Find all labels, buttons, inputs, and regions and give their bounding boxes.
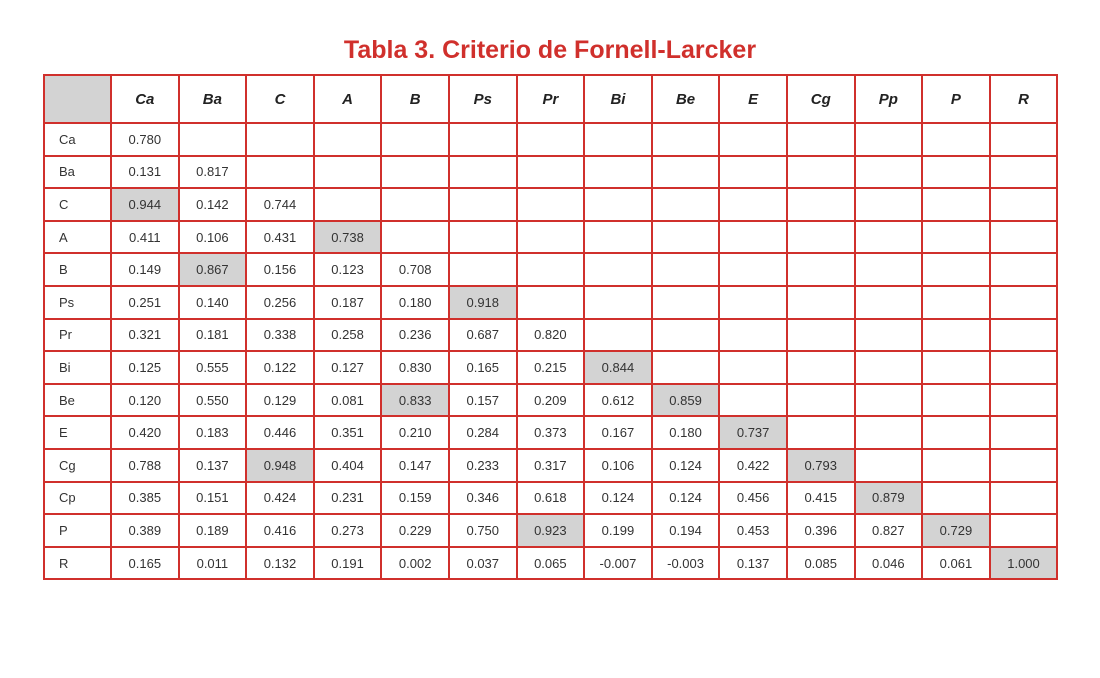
table-cell: 0.793 [787,449,855,482]
empty-cell [517,221,585,254]
empty-cell [787,253,855,286]
row-label: R [44,547,111,580]
table-cell: 0.867 [179,253,247,286]
empty-cell [517,286,585,319]
table-cell: 0.181 [179,319,247,352]
empty-cell [990,351,1058,384]
table-cell: 0.156 [246,253,314,286]
table-cell: 0.389 [111,514,179,547]
table-cell: 0.373 [517,416,585,449]
table-cell: 0.129 [246,384,314,417]
table-cell: 0.165 [449,351,517,384]
empty-cell [246,123,314,156]
row-label: C [44,188,111,221]
table-cell: 0.833 [381,384,449,417]
table-cell: 0.123 [314,253,382,286]
table-cell: 0.209 [517,384,585,417]
empty-cell [787,286,855,319]
table-cell: 0.002 [381,547,449,580]
table-cell: 0.180 [381,286,449,319]
column-header: Ba [179,75,247,123]
table-cell: 0.708 [381,253,449,286]
empty-cell [787,123,855,156]
table-cell: 0.618 [517,482,585,515]
table-cell: 0.420 [111,416,179,449]
row-label: Ca [44,123,111,156]
empty-cell [922,351,990,384]
empty-cell [719,286,787,319]
empty-cell [922,221,990,254]
empty-cell [855,156,923,189]
table-cell: 0.273 [314,514,382,547]
empty-cell [652,188,720,221]
table-cell: 0.817 [179,156,247,189]
table-cell: 0.918 [449,286,517,319]
header-row [44,75,1057,123]
empty-cell [855,253,923,286]
column-header: E [719,75,787,123]
empty-cell [449,221,517,254]
empty-cell [990,156,1058,189]
table-cell: 0.229 [381,514,449,547]
table-cell: 0.923 [517,514,585,547]
table-cell: 0.233 [449,449,517,482]
empty-cell [719,188,787,221]
empty-cell [584,319,652,352]
row-label: Ps [44,286,111,319]
empty-cell [990,449,1058,482]
table-cell: 0.453 [719,514,787,547]
empty-cell [246,156,314,189]
row-label: Cp [44,482,111,515]
table-cell: 1.000 [990,547,1058,580]
table-cell: 0.231 [314,482,382,515]
empty-cell [449,156,517,189]
empty-cell [584,123,652,156]
table-cell: 0.046 [855,547,923,580]
table-cell: 0.830 [381,351,449,384]
column-header: P [922,75,990,123]
table-cell: 0.187 [314,286,382,319]
table-row [44,123,1057,156]
empty-cell [990,482,1058,515]
empty-cell [990,221,1058,254]
table-cell: 0.446 [246,416,314,449]
table-cell: 0.106 [179,221,247,254]
table-cell: 0.142 [179,188,247,221]
empty-cell [922,156,990,189]
empty-cell [990,253,1058,286]
table-row [44,547,1057,580]
table-cell: 0.140 [179,286,247,319]
empty-cell [855,319,923,352]
table-cell: 0.124 [652,449,720,482]
table-cell: 0.106 [584,449,652,482]
empty-cell [990,188,1058,221]
empty-cell [449,188,517,221]
row-label: Ba [44,156,111,189]
table-row [44,221,1057,254]
empty-cell [652,351,720,384]
empty-cell [922,482,990,515]
table-cell: 0.555 [179,351,247,384]
empty-cell [584,286,652,319]
table-cell: 0.948 [246,449,314,482]
table-cell: 0.189 [179,514,247,547]
column-header: R [990,75,1058,123]
table-cell: 0.120 [111,384,179,417]
column-header: Pr [517,75,585,123]
table-cell: 0.404 [314,449,382,482]
table-row [44,188,1057,221]
row-label: Be [44,384,111,417]
column-header: C [246,75,314,123]
table-cell: 0.820 [517,319,585,352]
empty-cell [449,253,517,286]
table-cell: 0.167 [584,416,652,449]
empty-cell [517,156,585,189]
empty-cell [990,319,1058,352]
table-cell: 0.284 [449,416,517,449]
table-cell: 0.191 [314,547,382,580]
table-row [44,449,1057,482]
empty-cell [584,188,652,221]
table-cell: 0.165 [111,547,179,580]
empty-cell [719,253,787,286]
empty-cell [787,351,855,384]
table-title: Tabla 3. Criterio de Fornell-Larcker [343,36,757,64]
empty-cell [381,221,449,254]
table-cell: 0.131 [111,156,179,189]
table-cell: 0.411 [111,221,179,254]
table-cell: 0.151 [179,482,247,515]
table-cell: 0.180 [652,416,720,449]
empty-cell [855,221,923,254]
empty-cell [719,156,787,189]
table-cell: 0.844 [584,351,652,384]
table-row [44,253,1057,286]
table-cell: 0.256 [246,286,314,319]
table-cell: 0.215 [517,351,585,384]
empty-cell [719,123,787,156]
row-label: E [44,416,111,449]
table-cell: 0.396 [787,514,855,547]
table-row [44,514,1057,547]
column-header: Pp [855,75,923,123]
column-header: Bi [584,75,652,123]
table-cell: 0.424 [246,482,314,515]
table-cell: 0.137 [179,449,247,482]
table-cell: -0.003 [652,547,720,580]
table-cell: 0.827 [855,514,923,547]
empty-cell [855,416,923,449]
table-cell: 0.687 [449,319,517,352]
empty-cell [922,416,990,449]
empty-cell [922,449,990,482]
fornell-larcker-table [43,74,1058,580]
table-cell: 0.061 [922,547,990,580]
table-cell: 0.147 [381,449,449,482]
table-cell: 0.157 [449,384,517,417]
table-body [44,123,1057,579]
table-cell: 0.037 [449,547,517,580]
table-cell: 0.125 [111,351,179,384]
empty-cell [584,156,652,189]
empty-cell [314,123,382,156]
table-cell: 0.085 [787,547,855,580]
empty-cell [787,416,855,449]
empty-cell [855,286,923,319]
table-cell: 0.137 [719,547,787,580]
empty-cell [449,123,517,156]
empty-cell [922,286,990,319]
table-cell: 0.612 [584,384,652,417]
table-cell: 0.011 [179,547,247,580]
table-cell: 0.738 [314,221,382,254]
empty-cell [855,449,923,482]
empty-cell [652,253,720,286]
empty-cell [922,123,990,156]
empty-cell [922,384,990,417]
row-label: P [44,514,111,547]
table-cell: 0.127 [314,351,382,384]
empty-cell [719,221,787,254]
empty-cell [787,188,855,221]
table-cell: 0.124 [652,482,720,515]
column-header: Be [652,75,720,123]
table-cell: 0.729 [922,514,990,547]
table-cell: 0.122 [246,351,314,384]
empty-cell [787,156,855,189]
table-cell: 0.159 [381,482,449,515]
column-header: B [381,75,449,123]
table-cell: 0.199 [584,514,652,547]
column-header: Cg [787,75,855,123]
empty-cell [719,384,787,417]
empty-cell [652,319,720,352]
table-cell: 0.415 [787,482,855,515]
table-cell: 0.124 [584,482,652,515]
table-cell: 0.065 [517,547,585,580]
table-row [44,319,1057,352]
empty-cell [787,319,855,352]
table-cell: 0.338 [246,319,314,352]
table-cell: 0.321 [111,319,179,352]
empty-cell [517,188,585,221]
empty-cell [381,123,449,156]
table-row [44,482,1057,515]
empty-cell [922,188,990,221]
empty-cell [584,253,652,286]
empty-cell [719,319,787,352]
empty-cell [381,188,449,221]
table-cell: 0.431 [246,221,314,254]
table-cell: 0.750 [449,514,517,547]
empty-cell [855,123,923,156]
table-cell: 0.944 [111,188,179,221]
column-header: Ca [111,75,179,123]
empty-cell [652,221,720,254]
empty-cell [179,123,247,156]
empty-cell [517,123,585,156]
empty-cell [990,416,1058,449]
empty-cell [652,123,720,156]
table-cell: 0.879 [855,482,923,515]
row-label: Pr [44,319,111,352]
row-label: B [44,253,111,286]
table-cell: 0.258 [314,319,382,352]
table-cell: -0.007 [584,547,652,580]
empty-cell [922,319,990,352]
row-label: A [44,221,111,254]
empty-cell [990,384,1058,417]
empty-cell [855,188,923,221]
table-cell: 0.788 [111,449,179,482]
table-cell: 0.236 [381,319,449,352]
table-row [44,286,1057,319]
table-cell: 0.351 [314,416,382,449]
table-cell: 0.859 [652,384,720,417]
table-cell: 0.251 [111,286,179,319]
empty-cell [719,351,787,384]
table-row [44,384,1057,417]
empty-cell [855,351,923,384]
empty-cell [855,384,923,417]
empty-cell [314,188,382,221]
empty-cell [652,286,720,319]
table-cell: 0.210 [381,416,449,449]
empty-cell [922,253,990,286]
column-header: Ps [449,75,517,123]
table-row [44,156,1057,189]
empty-cell [990,514,1058,547]
table-cell: 0.737 [719,416,787,449]
row-label: Cg [44,449,111,482]
table-cell: 0.183 [179,416,247,449]
table-cell: 0.194 [652,514,720,547]
empty-cell [584,221,652,254]
table-cell: 0.416 [246,514,314,547]
table-cell: 0.317 [517,449,585,482]
row-label: Bi [44,351,111,384]
empty-cell [787,384,855,417]
empty-cell [990,286,1058,319]
empty-cell [652,156,720,189]
header-corner-cell [44,75,111,123]
table-cell: 0.550 [179,384,247,417]
empty-cell [990,123,1058,156]
empty-cell [517,253,585,286]
empty-cell [787,221,855,254]
table-cell: 0.081 [314,384,382,417]
table-cell: 0.744 [246,188,314,221]
empty-cell [314,156,382,189]
table-cell: 0.346 [449,482,517,515]
empty-cell [381,156,449,189]
table-cell: 0.422 [719,449,787,482]
table-cell: 0.385 [111,482,179,515]
table-cell: 0.132 [246,547,314,580]
column-header: A [314,75,382,123]
table-cell: 0.780 [111,123,179,156]
table-row [44,416,1057,449]
table-cell: 0.149 [111,253,179,286]
table-row [44,351,1057,384]
table-cell: 0.456 [719,482,787,515]
